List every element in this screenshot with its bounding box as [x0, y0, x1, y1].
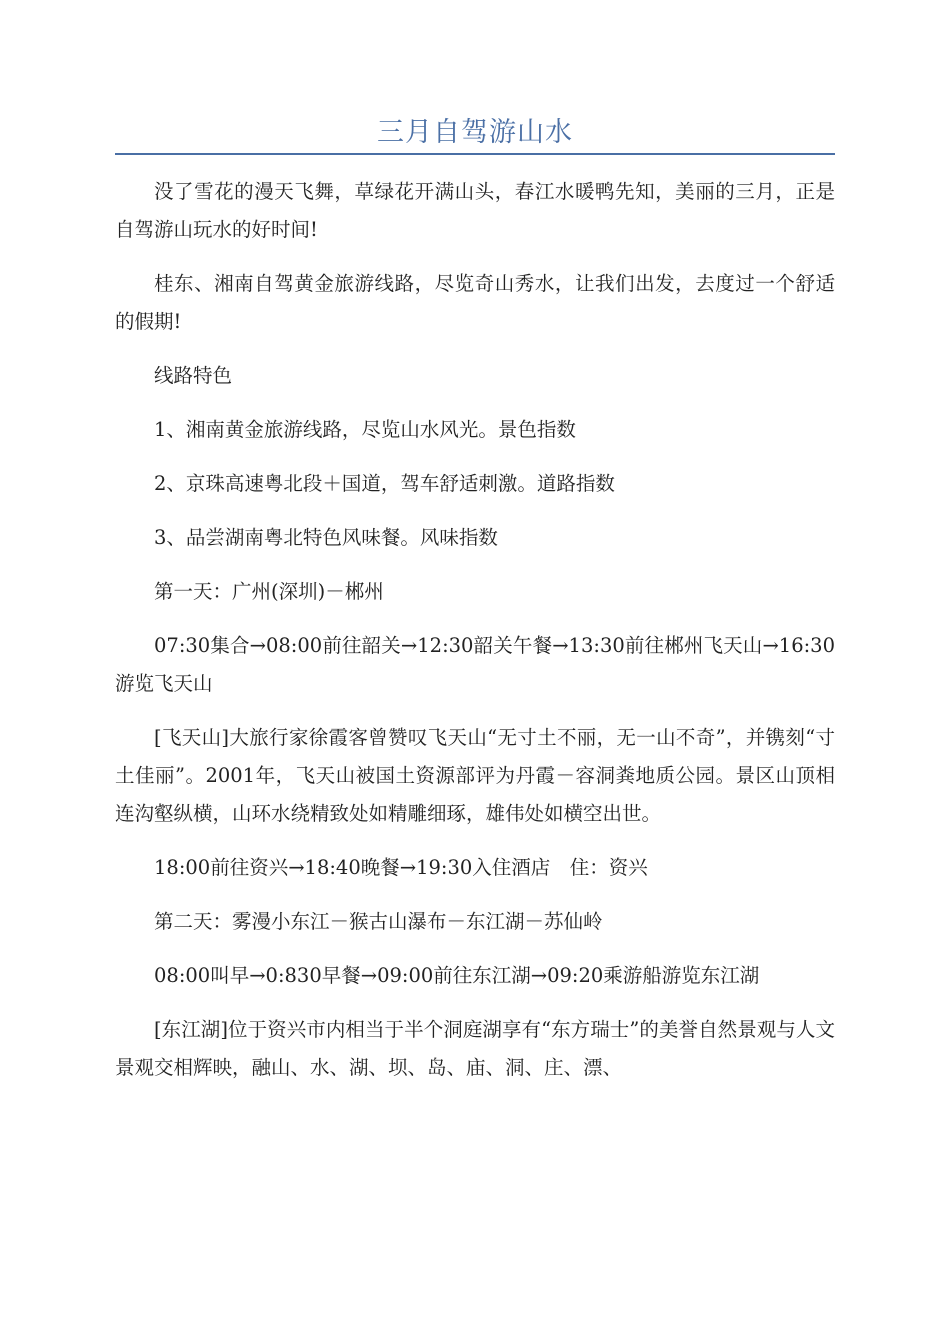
day-heading: 第一天：广州(深圳)－郴州	[154, 580, 384, 603]
attraction-description: [东江湖]位于资兴市内相当于半个洞庭湖享有“东方瑞士”的美誉自然景观与人文景观交相辉映，融山、水、湖、坝、岛、庙、洞、庄、漂、	[115, 1018, 835, 1079]
itinerary-schedule: 18:00前往资兴→18:40晚餐→19:30入住酒店 住：资兴	[154, 856, 648, 879]
section-heading: 线路特色	[154, 364, 233, 387]
itinerary-schedule: 07:30集合→08:00前往韶关→12:30韶关午餐→13:30前往郴州飞天山→16:30游览飞天山	[115, 634, 835, 695]
document-body	[115, 173, 835, 1103]
title-underline	[115, 153, 835, 155]
paragraph: 没了雪花的漫天飞舞，草绿花开满山头，春江水暖鸭先知，美丽的三月，正是自驾游山玩水的好时间!	[115, 180, 835, 241]
day-heading: 第二天：雾漫小东江－猴古山瀑布－东江湖－苏仙岭	[154, 910, 603, 933]
list-item: 2、京珠高速粤北段＋国道，驾车舒适刺激。道路指数	[154, 472, 615, 495]
paragraph: 桂东、湘南自驾黄金旅游线路，尽览奇山秀水，让我们出发，去度过一个舒适的假期!	[115, 272, 835, 333]
list-item: 3、品尝湖南粤北特色风味餐。风味指数	[154, 526, 498, 549]
itinerary-schedule: 08:00叫早→0:830早餐→09:00前往东江湖→09:20乘游船游览东江湖	[154, 964, 760, 987]
list-item: 1、湘南黄金旅游线路，尽览山水风光。景色指数	[154, 418, 576, 441]
document-title: 三月自驾游山水	[377, 117, 573, 148]
attraction-description: [飞天山]大旅行家徐霞客曾赞叹飞天山“无寸土不丽，无一山不奇”，并镌刻“寸土佳丽”。2001年，飞天山被国土资源部评为丹霞－容洞粪地质公园。景区山顶相连沟壑纵横，山环水绕精致处如精雕细琢，雄伟处如横空出世。	[115, 726, 835, 825]
